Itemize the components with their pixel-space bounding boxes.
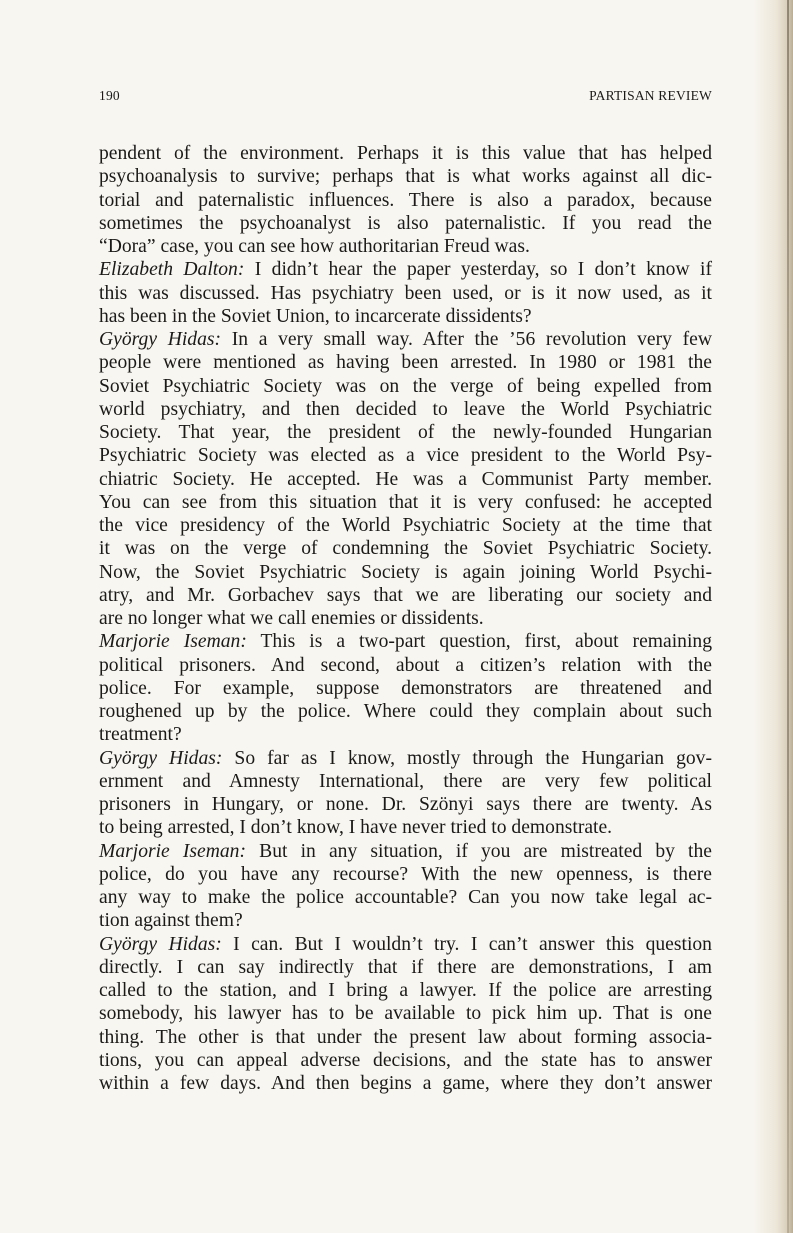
text-line	[99, 630, 712, 653]
line-text: sometimes the psychoanalyst is also paternalistic. If you read the	[99, 212, 712, 234]
text-line	[99, 677, 712, 700]
line-text: You can see from this situation that it is very confused: he accepted	[99, 491, 712, 513]
line-text: In a very small way. After the ’56 revolution very few	[221, 329, 712, 350]
text-line	[99, 561, 712, 584]
line-text: this was discussed. Has psychiatry been used, or is it now used, as it	[99, 282, 712, 304]
text-line	[99, 468, 712, 491]
text-line	[99, 142, 712, 165]
paragraph	[99, 933, 712, 1096]
line-text: prisoners in Hungary, or none. Dr. Szönyi says there are twenty. As	[99, 794, 712, 815]
page-body	[99, 142, 712, 1095]
text-line	[99, 421, 712, 444]
line-text: somebody, his lawyer has to be available to pick him up. That is one	[99, 1003, 712, 1025]
paragraph	[99, 840, 712, 933]
paragraph	[99, 258, 712, 328]
text-line	[99, 305, 712, 328]
text-line	[99, 189, 712, 212]
text-line	[99, 1072, 712, 1095]
line-text: thing. The other is that under the present law about forming associa-	[99, 1026, 712, 1048]
text-line	[99, 375, 712, 398]
text-line	[99, 444, 712, 467]
text-line	[99, 840, 712, 863]
text-line	[99, 1002, 712, 1025]
speaker-name: Elizabeth Dalton:	[99, 259, 245, 281]
line-text: Soviet Psychiatric Society was on the verge of being expelled from	[99, 375, 712, 397]
line-text: are no longer what we call enemies or dissidents.	[99, 608, 484, 629]
text-line	[99, 793, 712, 816]
line-text: atry, and Mr. Gorbachev says that we are liberating our society and	[99, 584, 712, 606]
text-line	[99, 1026, 712, 1049]
text-line	[99, 909, 712, 932]
line-text: treatment?	[99, 724, 182, 746]
text-line	[99, 212, 712, 235]
text-line	[99, 816, 712, 839]
paragraph	[99, 142, 712, 258]
line-text: Now, the Soviet Psychiatric Society is again joining World Psychi-	[99, 561, 712, 583]
paragraph	[99, 328, 712, 630]
text-line	[99, 723, 712, 746]
text-line	[99, 351, 712, 374]
line-text: world psychiatry, and then decided to leave the World Psychiatric	[99, 398, 712, 420]
line-text: This is a two-part question, first, about remaining	[246, 631, 712, 653]
page-edge	[787, 0, 789, 1233]
line-text: political prisoners. And second, about a citizen’s relation with the	[99, 654, 712, 676]
line-text: any way to make the police accountable? Can you now take legal ac-	[99, 887, 712, 908]
text-line	[99, 514, 712, 537]
line-text: So far as I know, mostly through the Hungarian gov-	[222, 747, 712, 769]
speaker-name: György Hidas:	[99, 933, 222, 955]
line-text: directly. I can say indirectly that if there are demonstrations, I am	[99, 956, 712, 978]
line-text: psychoanalysis to survive; perhaps that is what works against all dic-	[99, 166, 712, 188]
running-title: PARTISAN REVIEW	[589, 88, 712, 103]
line-text: ernment and Amnesty International, there are very few political	[99, 770, 712, 792]
line-text: the vice presidency of the World Psychiatric Society at the time that	[99, 515, 712, 536]
text-line	[99, 258, 712, 281]
running-header	[99, 88, 712, 104]
text-line	[99, 537, 712, 560]
line-text: people were mentioned as having been arrested. In 1980 or 1981 the	[99, 352, 712, 374]
paragraph	[99, 630, 712, 746]
text-line	[99, 747, 712, 770]
speaker-name: Marjorie Iseman:	[99, 840, 246, 862]
line-text: I can. But I wouldn’t try. I can’t answer this question	[221, 933, 712, 955]
text-line	[99, 165, 712, 188]
line-text: police, do you have any recourse? With the new openness, is there	[99, 863, 712, 885]
text-line	[99, 491, 712, 514]
line-text: called to the station, and I bring a lawyer. If the police are arresting	[99, 980, 712, 1001]
text-line	[99, 956, 712, 979]
line-text: I didn’t hear the paper yesterday, so I don’t know if	[244, 259, 712, 281]
text-line	[99, 1049, 712, 1072]
line-text: “Dora” case, you can see how authoritarian Freud was.	[99, 236, 530, 257]
line-text: tion against them?	[99, 910, 243, 932]
line-text: Psychiatric Society was elected as a vice president to the World Psy-	[99, 445, 712, 467]
text-line	[99, 700, 712, 723]
line-text: chiatric Society. He accepted. He was a Communist Party member.	[99, 468, 712, 490]
line-text: torial and paternalistic influences. There is also a paradox, because	[99, 189, 712, 211]
speaker-name: Marjorie Iseman:	[99, 631, 247, 653]
text-line	[99, 933, 712, 956]
text-line	[99, 584, 712, 607]
line-text: pendent of the environment. Perhaps it is this value that has helped	[99, 143, 712, 164]
line-text: But in any situation, if you are mistreated by the	[246, 840, 712, 862]
line-text: to being arrested, I don’t know, I have never tried to demonstrate.	[99, 817, 613, 839]
text-line	[99, 863, 712, 886]
text-line	[99, 398, 712, 421]
line-text: has been in the Soviet Union, to incarcerate dissidents?	[99, 305, 532, 327]
page-number: 190	[99, 88, 120, 103]
text-line	[99, 282, 712, 305]
text-line	[99, 235, 712, 258]
line-text: it was on the verge of condemning the Soviet Psychiatric Society.	[99, 538, 712, 560]
line-text: Society. That year, the president of the newly-founded Hungarian	[99, 422, 712, 443]
line-text: police. For example, suppose demonstrators are threatened and	[99, 677, 712, 699]
text-line	[99, 886, 712, 909]
text-line	[99, 979, 712, 1002]
speaker-name: György Hidas:	[99, 329, 222, 350]
line-text: roughened up by the police. Where could they complain about such	[99, 701, 712, 722]
speaker-name: György Hidas:	[99, 747, 223, 769]
line-text: within a few days. And then begins a game, where they don’t answer	[99, 1073, 712, 1094]
paragraph	[99, 747, 712, 840]
text-line	[99, 770, 712, 793]
line-text: tions, you can appeal adverse decisions, and the state has to answer	[99, 1049, 712, 1071]
text-line	[99, 654, 712, 677]
text-line	[99, 328, 712, 351]
text-line	[99, 607, 712, 630]
